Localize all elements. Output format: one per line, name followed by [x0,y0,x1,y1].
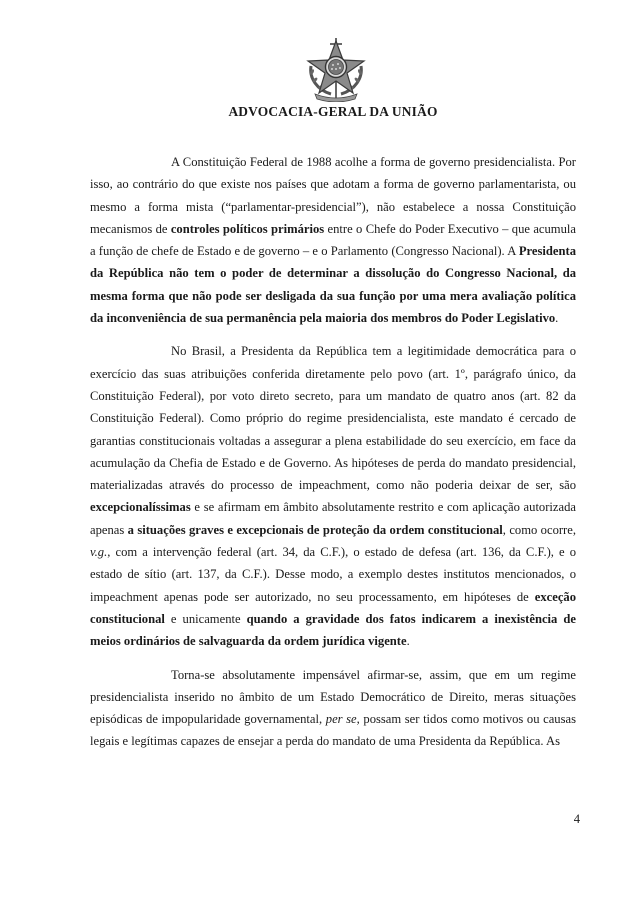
text-run: possam ser tidos como motivos ou causas legais e legítimas capazes de ensejar a perda do mandato de uma Presidenta da República. As [90,712,576,749]
bold-text: controles políticos primários [170,221,325,236]
text-run: e se afirmam em âmbito absolutamente restrito e com aplicação autorizada apenas [90,500,576,537]
text-run: e unicamente [164,611,247,626]
paragraph [90,151,576,329]
text-run: , como ocorre, [502,522,576,537]
bold-text: Presidenta da República não tem o poder de determinar a dissolução do Congresso Nacional, da mesma forma que não pode ser desligada da sua função por uma mera avaliação política da inconveniência de sua permanência pela maioria dos membros do Poder Legislativo [90,244,576,326]
paragraph [90,340,576,652]
bold-text: excepcionalíssimas [90,500,191,515]
italic-text: per se, [325,712,360,727]
header-title: ADVOCACIA-GERAL DA UNIÃO [228,104,438,119]
text-run: Torna-se absolutamente impensável afirmar-se, assim, que em um regime presidencialista inserido no âmbito de um Estado Democrático de Direito, meras situações episódicas de impopularidade governamental, [90,667,576,727]
text-run: No Brasil, a Presidenta da República tem a legitimidade democrática para o exercício das suas atribuições conferida diretamente pelo povo (art. 1º, parágrafo único, da Constituição Federal), por voto direto secreto, para um mandato de quatro anos (art. 82 da Constituição Federal). Como próprio do regime presidencialista, este mandato é cercado de garantias constitucionais voltadas a assegurar a plena estabilidade do seu exercício, em face da acumulação da Chefia de Estado e de Governo. As hipóteses de perda do mandato presidencial, materializadas através do processo de impeachment, como não poderia deixar de ser, são [90,344,576,493]
brazil-coat-of-arms-icon [301,36,371,102]
paragraph [90,664,576,753]
text-run: A Constituição Federal de 1988 acolhe a forma de governo presidencialista. Por isso, ao contrário do que existe nos países que adotam a forma de governo parlamentarista, ou mesmo a forma mista (“parlamentar-presidencial”), não estabelece a nossa Constituição mecanismos de [90,155,576,236]
document-body [90,151,576,764]
text-run: , com a intervenção federal (art. 34, da C.F.), o estado de defesa (art. 136, da C.F.), e o estado de sítio (art. 137, da C.F.). Desse modo, a exemplo destes institutos mencionados, o impeachment apenas pode ser autorizado, no seu processamento, em hipóteses de [90,545,576,604]
bold-text: a situações graves e excepcionais de proteção da ordem constitucional [127,522,503,537]
text-run: entre o Chefe do Poder Executivo – que acumula a função de chefe de Estado e de governo – e o Parlamento (Congresso Nacional). A [90,221,576,259]
page-number: 4 [573,812,580,826]
bold-text: exceção constitucional [90,589,576,626]
text-run: . [555,311,559,326]
text-run: . [406,634,410,649]
bold-text: quando a gravidade dos fatos indicarem a inexistência de meios ordinários de salvaguarda da ordem jurídica vigente [90,611,576,649]
italic-text: v.g. [90,545,108,560]
